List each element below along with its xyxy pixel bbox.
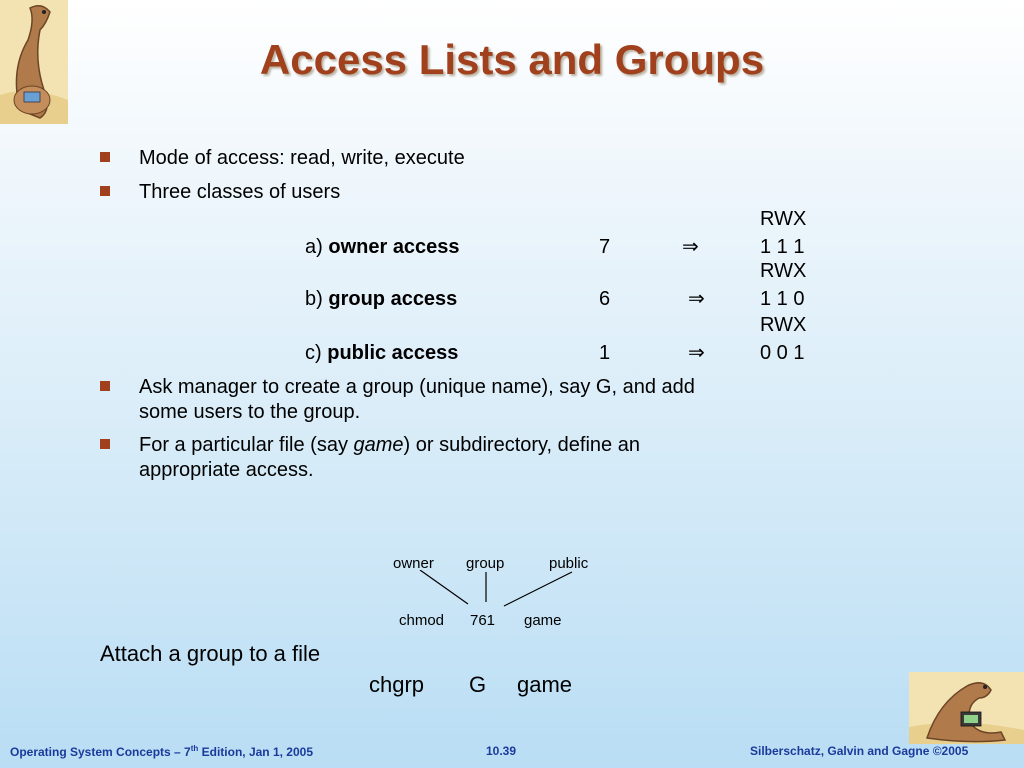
bullet-marker	[100, 152, 110, 162]
footer-title-sup: th	[190, 744, 199, 753]
row-label: group access	[328, 288, 458, 310]
row-owner-value: 7	[599, 236, 611, 258]
bullet-line: appropriate access.	[139, 459, 314, 481]
implies-arrow-icon: ⇒	[688, 288, 705, 310]
chgrp-file: game	[517, 672, 573, 697]
diagram-owner-label: owner	[393, 555, 434, 572]
implies-arrow-icon: ⇒	[688, 342, 705, 364]
row-public-label	[305, 341, 458, 365]
diagram-public-label: public	[549, 555, 589, 572]
bullet-line: some users to the group.	[139, 401, 361, 423]
dinosaur-logo-bottom	[909, 672, 1024, 744]
diagram-mode-label: 761	[470, 612, 496, 629]
footer-book-title	[10, 744, 313, 759]
bullet-marker	[100, 381, 110, 391]
row-group-value: 6	[599, 288, 611, 310]
bullet-text: Mode of access: read, write, execute	[139, 147, 465, 169]
bullet-line-end: ) or subdirectory, define an	[403, 434, 640, 456]
bullet-text: Three classes of users	[139, 181, 341, 203]
row-group-bits: 1 1 0	[760, 288, 805, 310]
footer-page-number: 10.39	[486, 744, 517, 758]
row-label: owner access	[328, 236, 460, 258]
row-prefix: a)	[305, 236, 323, 258]
rwx-header-public: RWX	[760, 314, 807, 336]
diagram-connector-lines	[400, 570, 600, 610]
row-group-label	[305, 287, 457, 311]
diagram-chmod-label: chmod	[399, 612, 445, 629]
page-title: Access Lists and Groups	[259, 36, 765, 83]
rwx-header-group: RWX	[760, 260, 807, 282]
row-public-bits: 0 0 1	[760, 342, 805, 364]
footer-title-suffix: Edition, Jan 1, 2005	[198, 745, 314, 759]
footer-copyright: Silberschatz, Galvin and Gagne ©2005	[750, 744, 969, 758]
row-owner-bits: 1 1 1	[760, 236, 805, 258]
chgrp-command: chgrp	[369, 672, 425, 697]
bullet-marker	[100, 439, 110, 449]
chgrp-group: G	[469, 672, 487, 697]
bullet-line: Ask manager to create a group (unique name), say G, and add	[139, 376, 695, 398]
bullet-text	[139, 375, 695, 425]
row-prefix: c)	[305, 342, 322, 364]
diagram-file-label: game	[524, 612, 562, 629]
rwx-header-owner: RWX	[760, 208, 807, 230]
bullet-marker	[100, 186, 110, 196]
diagram-group-label: group	[466, 555, 505, 572]
bullet-text	[139, 433, 640, 483]
footer-title-prefix: Operating System Concepts – 7	[10, 745, 191, 759]
row-label: public access	[327, 342, 459, 364]
bullet-line-start: For a particular file (say	[139, 434, 354, 456]
attach-heading: Attach a group to a file	[100, 641, 321, 666]
row-owner-label	[305, 235, 460, 259]
row-public-value: 1	[599, 342, 611, 364]
implies-arrow-icon: ⇒	[682, 236, 699, 258]
bullet-italic-game: game	[353, 434, 404, 456]
row-prefix: b)	[305, 288, 323, 310]
